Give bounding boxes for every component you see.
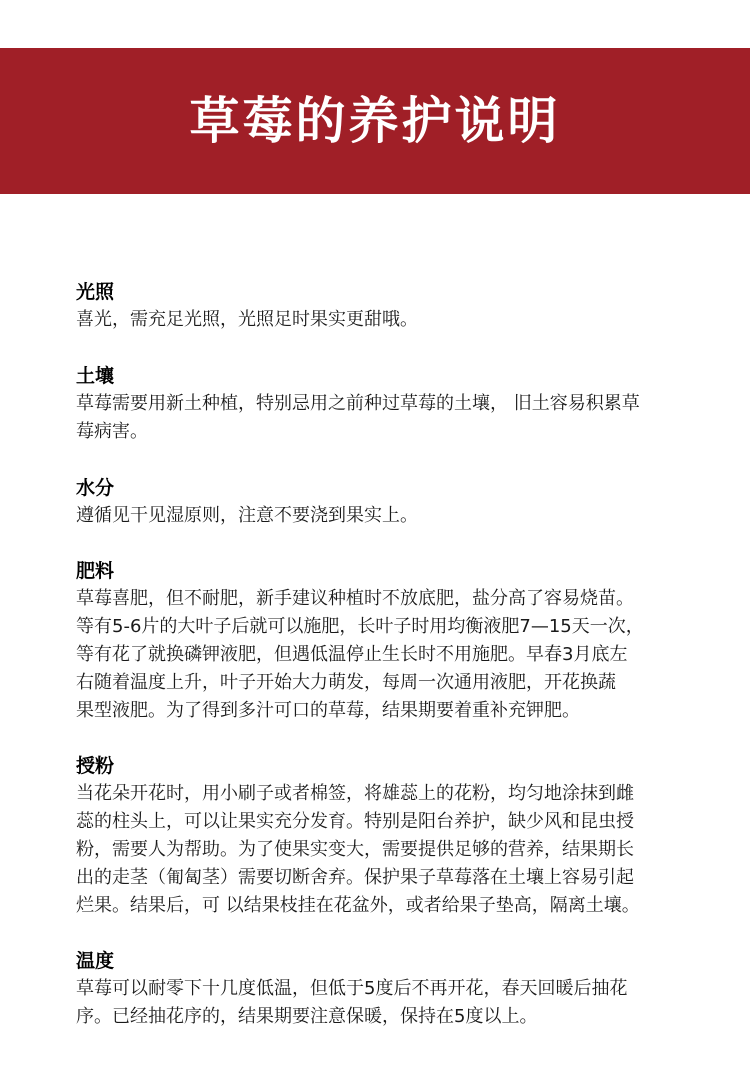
section-heading-pollination: 授粉 [76, 755, 115, 777]
title-banner [0, 48, 750, 194]
section-text-temperature: 草莓可以耐零下十几度低温，但低于5度后不再开花，春天回暖后抽花 [76, 978, 628, 999]
section-heading-fertilizer: 肥料 [76, 560, 115, 582]
section-text-pollination: 当花朵开花时，用小刷子或者棉签，将雄蕊上的花粉，均匀地涂抹到雌 [76, 783, 634, 804]
page-title: 草莓的养护说明 [189, 92, 561, 150]
section-text-fertilizer: 草莓喜肥，但不耐肥，新手建议种植时不放底肥，盐分高了容易烧苗。 [76, 588, 634, 609]
section-text-light: 喜光，需充足光照，光照足时果实更甜哦。 [76, 309, 418, 330]
section-text-fertilizer: 果型液肥。为了得到多汁可口的草莓，结果期要着重补充钾肥。 [76, 700, 580, 721]
section-text-temperature: 序。已经抽花序的，结果期要注意保暖，保持在5度以上。 [76, 1006, 538, 1027]
section-text-fertilizer: 等有花了就换磷钾液肥，但遇低温停止生长时不用施肥。早春3月底左 [76, 644, 628, 665]
section-heading-water: 水分 [76, 477, 115, 499]
section-text-pollination: 出的走茎（匍匐茎）需要切断舍弃。保护果子草莓落在土壤上容易引起 [76, 867, 634, 888]
section-text-pollination: 烂果。结果后，可 以结果枝挂在花盆外，或者给果子垫高，隔离土壤。 [76, 895, 640, 916]
section-text-soil: 莓病害。 [76, 421, 148, 442]
section-text-water: 遵循见干见湿原则，注意不要浇到果实上。 [76, 505, 418, 526]
section-text-pollination: 粉，需要人为帮助。为了使果实变大，需要提供足够的营养，结果期长 [76, 839, 634, 860]
section-heading-light: 光照 [76, 281, 115, 303]
section-text-fertilizer: 右随着温度上升，叶子开始大力萌发，每周一次通用液肥，开花换蔬 [76, 672, 616, 693]
section-heading-temperature: 温度 [76, 950, 115, 972]
section-text-fertilizer: 等有5-6片的大叶子后就可以施肥，长叶子时用均衡液肥7—15天一次， [76, 616, 644, 637]
section-text-soil: 草莓需要用新土种植，特别忌用之前种过草莓的土壤， 旧土容易积累草 [76, 393, 640, 414]
section-heading-soil: 土壤 [76, 365, 115, 387]
section-text-pollination: 蕊的柱头上，可以让果实充分发育。特别是阳台养护，缺少风和昆虫授 [76, 811, 634, 832]
